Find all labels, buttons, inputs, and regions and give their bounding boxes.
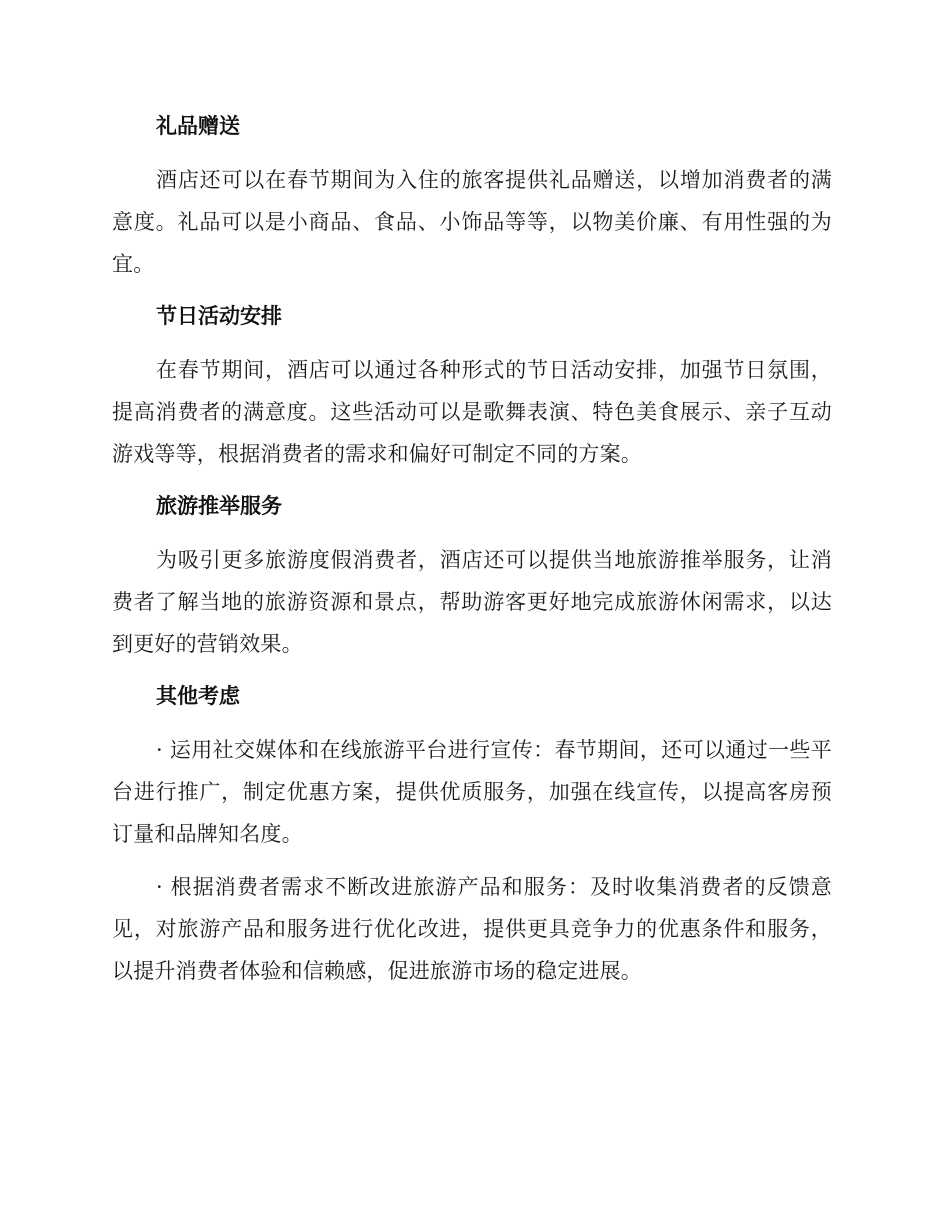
section-heading-travel-recommendation: 旅游推举服务	[156, 494, 282, 518]
bullet-paragraph-social-media: · 运用社交媒体和在线旅游平台进行宣传：春节期间，还可以通过一些平台进行推广，制定优惠方案，提供优质服务，加强在线宣传，以提高客房预订量和品牌知名度。	[112, 738, 832, 846]
section-heading-gifts: 礼品赠送	[156, 114, 240, 138]
section-paragraph-gifts: 酒店还可以在春节期间为入住的旅客提供礼品赠送，以增加消费者的满意度。礼品可以是小商品、食品、小饰品等等，以物美价廉、有用性强的为宜。	[112, 168, 832, 276]
section-paragraph-travel-recommendation: 为吸引更多旅游度假消费者，酒店还可以提供当地旅游推举服务，让消费者了解当地的旅游资源和景点，帮助游客更好地完成旅游休闲需求，以达到更好的营销效果。	[112, 548, 832, 656]
section-paragraph-festival-activities: 在春节期间，酒店可以通过各种形式的节日活动安排，加强节日氛围，提高消费者的满意度。这些活动可以是歌舞表演、特色美食展示、亲子互动游戏等等，根据消费者的需求和偏好可制定不同的方案。	[112, 358, 832, 466]
section-heading-other-considerations: 其他考虑	[156, 684, 240, 708]
section-heading-festival-activities: 节日活动安排	[156, 304, 282, 328]
bullet-paragraph-product-improvement: · 根据消费者需求不断改进旅游产品和服务：及时收集消费者的反馈意见，对旅游产品和服务进行优化改进，提供更具竞争力的优惠条件和服务，以提升消费者体验和信赖感，促进旅游市场的稳定进展。	[112, 875, 832, 983]
document-page	[112, 106, 832, 1003]
